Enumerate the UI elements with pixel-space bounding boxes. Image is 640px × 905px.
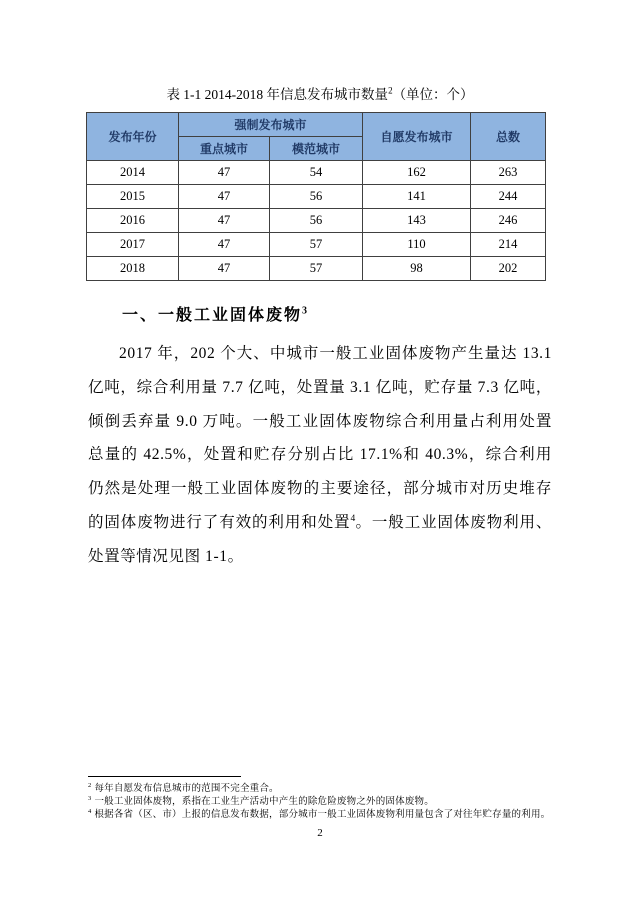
cell-key-cities: 47 bbox=[179, 257, 270, 281]
cell-year: 2015 bbox=[87, 185, 179, 209]
cell-total: 263 bbox=[471, 161, 546, 185]
header-cell-model-cities: 模范城市 bbox=[270, 137, 363, 161]
cell-total: 202 bbox=[471, 257, 546, 281]
table-body bbox=[87, 161, 546, 281]
cell-year: 2016 bbox=[87, 209, 179, 233]
cell-key-cities: 47 bbox=[179, 209, 270, 233]
table-row bbox=[87, 233, 546, 257]
cell-year: 2018 bbox=[87, 257, 179, 281]
header-cell-key-cities: 重点城市 bbox=[179, 137, 270, 161]
cell-year: 2014 bbox=[87, 161, 179, 185]
table-caption bbox=[0, 86, 640, 104]
cell-total: 214 bbox=[471, 233, 546, 257]
table-caption-text: 表 1-1 2014-2018 年信息发布城市数量 bbox=[166, 87, 389, 102]
footnote-list bbox=[88, 783, 552, 822]
cell-voluntary: 98 bbox=[363, 257, 471, 281]
header-cell-mandatory: 强制发布城市 bbox=[179, 113, 363, 137]
footnote-item bbox=[88, 783, 552, 796]
cell-model-cities: 57 bbox=[270, 233, 363, 257]
cell-voluntary: 162 bbox=[363, 161, 471, 185]
footnote-number: 4 bbox=[88, 807, 92, 815]
header-cell-year: 发布年份 bbox=[87, 113, 179, 161]
footnote-separator bbox=[88, 776, 241, 777]
cell-voluntary: 110 bbox=[363, 233, 471, 257]
cell-key-cities: 47 bbox=[179, 233, 270, 257]
table-caption-unit: （单位：个） bbox=[392, 87, 474, 102]
table-caption-footnote-ref: 2 bbox=[388, 85, 393, 96]
footnote-text: 每年自愿发布信息城市的范围不完全重合。 bbox=[94, 784, 279, 794]
paragraph-footnote-ref: 4 bbox=[350, 513, 356, 524]
cell-model-cities: 56 bbox=[270, 209, 363, 233]
cell-model-cities: 56 bbox=[270, 185, 363, 209]
footnote-text: 根据各省（区、市）上报的信息发布数据，部分城市一般工业固体废物利用量包含了对往年贮存量的利用。 bbox=[94, 810, 551, 820]
cell-key-cities: 47 bbox=[179, 161, 270, 185]
body-paragraph bbox=[88, 337, 552, 574]
city-count-table-container bbox=[86, 112, 546, 281]
footnote-text: 一般工业固体废物，系指在工业生产活动中产生的除危险废物之外的固体废物。 bbox=[94, 797, 434, 807]
cell-model-cities: 57 bbox=[270, 257, 363, 281]
page-number: 2 bbox=[317, 827, 323, 839]
section-heading-footnote-ref: 3 bbox=[302, 305, 308, 317]
section-heading bbox=[88, 302, 586, 325]
section-heading-text: 一、一般工业固体废物 bbox=[122, 307, 303, 324]
city-count-table bbox=[86, 112, 546, 281]
footnote-number: 2 bbox=[88, 781, 92, 789]
footnote-area bbox=[88, 776, 552, 822]
table-header bbox=[87, 113, 546, 161]
header-cell-total: 总数 bbox=[471, 113, 546, 161]
cell-key-cities: 47 bbox=[179, 185, 270, 209]
footnote-item bbox=[88, 796, 552, 809]
table-row bbox=[87, 185, 546, 209]
header-cell-voluntary: 自愿发布城市 bbox=[363, 113, 471, 161]
cell-voluntary: 141 bbox=[363, 185, 471, 209]
table-row bbox=[87, 209, 546, 233]
footnote-item bbox=[88, 809, 552, 822]
cell-model-cities: 54 bbox=[270, 161, 363, 185]
table-row bbox=[87, 257, 546, 281]
paragraph-text-2: 。一般工业固体废物利用、处置等情况见图 1-1。 bbox=[88, 513, 553, 565]
cell-total: 244 bbox=[471, 185, 546, 209]
table-row bbox=[87, 161, 546, 185]
footnote-number: 3 bbox=[88, 794, 92, 802]
cell-voluntary: 143 bbox=[363, 209, 471, 233]
paragraph-text-1: 2017 年，202 个大、中城市一般工业固体废物产生量达 13.1 亿吨，综合利用量 7.7 亿吨，处置量 3.1 亿吨，贮存量 7.3 亿吨，倾倒丢弃量 9.0 万吨。一般工业固体废物综合利用量占利用处置总量的 42.5%，处置和贮存分别占比 17.1%和 40.3%，综合利用仍然是处理一般工业固体废物的主要途径，部分城市对历史堆存的固体废物进行了有效的利用和处置 bbox=[88, 345, 552, 531]
cell-total: 246 bbox=[471, 209, 546, 233]
cell-year: 2017 bbox=[87, 233, 179, 257]
